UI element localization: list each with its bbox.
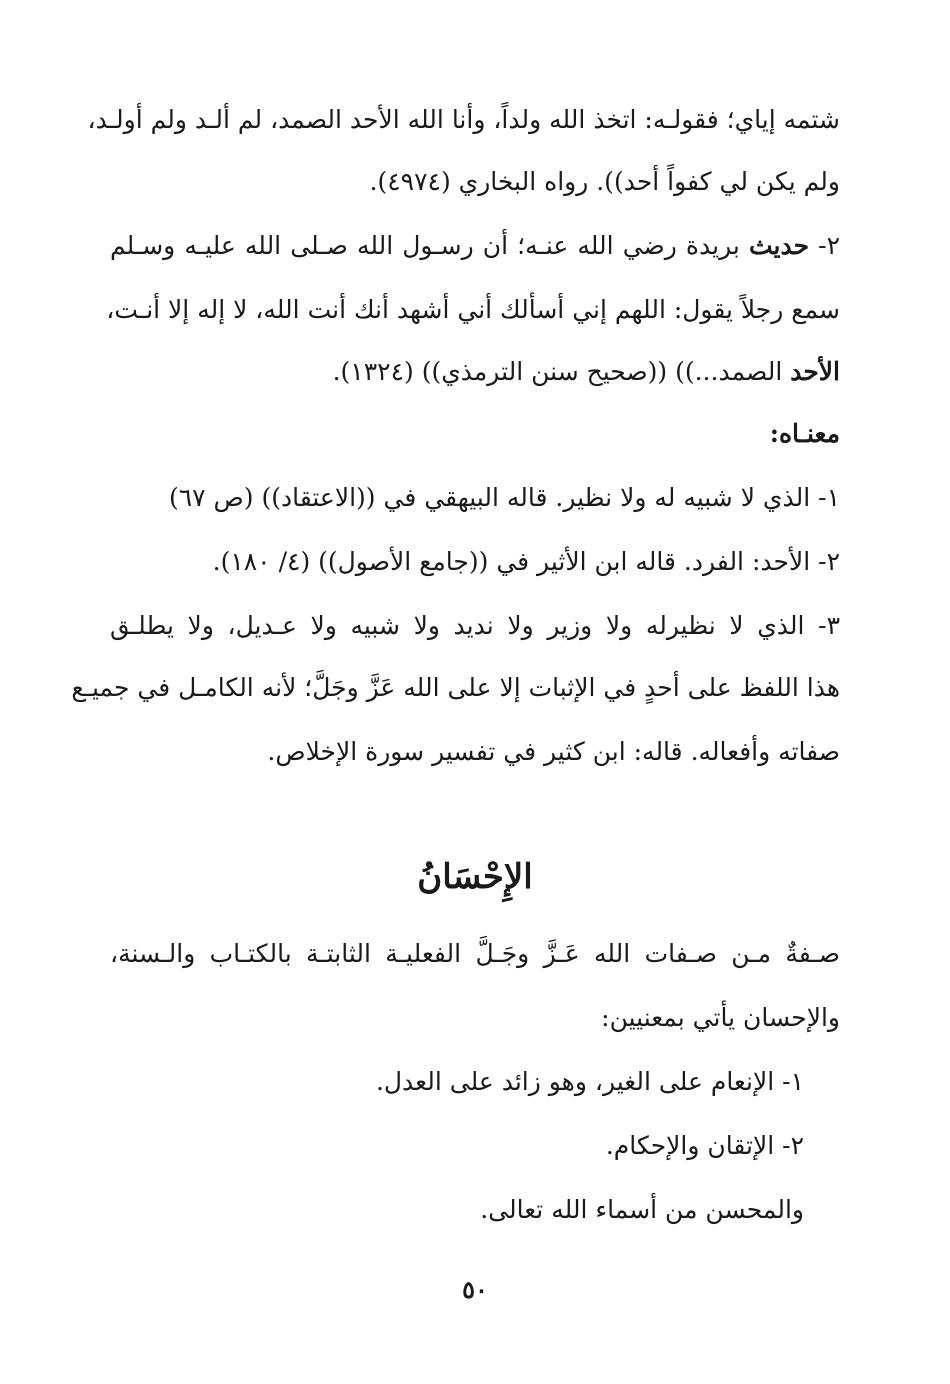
ihsan-definition: صـفةٌ مـن صـفات الله عَـزَّ وجَـلَّ الفعليـة الثابتـة بالكتـاب والـسنة، — [110, 939, 840, 968]
hadith-buraydah-line — [110, 226, 840, 266]
page-number: ٥٠ — [462, 1275, 488, 1304]
hadith-text: بريدة رضي الله عنـه؛ أن رسـول الله صـلى الله عليـه وسـلم — [110, 231, 749, 260]
item-number: ٢- — [809, 231, 840, 260]
text-line-4: سمع رجلاً يقول: اللهم إني أسألك أني أشهد أنك أنت الله، لا إله إلا أنـت، — [106, 295, 840, 324]
bold-term-hadith: حديث — [748, 231, 810, 260]
meaning-item-3-cont: هذا اللفظ على أحدٍ في الإثبات إلا على الله عَزَّ وجَلَّ؛ لأنه الكامـل في جميـع — [71, 673, 840, 702]
bold-term-ahad: الأحد — [790, 357, 840, 386]
meaning-item-1: ١- الذي لا شبيه له ولا نظير. قاله البيهقي في ((الاعتقاد)) (ص ٦٧) — [168, 483, 840, 512]
section-heading: الإِحْسَانُ — [417, 857, 533, 897]
meaning-label: معنـاه: — [769, 419, 840, 448]
ihsan-meaning-1: ١- الإنعام على الغير، وهو زائد على العدل. — [375, 1067, 804, 1096]
meaning-item-2: ٢- الأحد: الفرد. قاله ابن الأثير في ((جامع الأصول)) (٤/ ١٨٠). — [212, 547, 840, 576]
text-line-5 — [110, 352, 840, 392]
ihsan-name-note: والمحسن من أسماء الله تعالى. — [480, 1195, 804, 1224]
text-line-1: شتمه إياي؛ فقولـه: اتخذ الله ولداً، وأنا الله الأحد الصمد، لم ألـد ولم أولـد، — [87, 105, 840, 134]
meaning-item-3: ٣- الذي لا نظيرله ولا وزير ولا نديد ولا شبيه ولا عـديل، ولا يطلـق — [110, 611, 840, 640]
citation-text: الصمد...)) ((صحيح سنن الترمذي)) (١٣٢٤). — [332, 357, 791, 386]
text-line-2: ولم يكن لي كفواً أحد)). رواه البخاري (٤٩٧٤). — [369, 167, 840, 196]
meaning-item-3-end: صفاته وأفعاله. قاله: ابن كثير في تفسير سورة الإخلاص. — [267, 737, 840, 766]
ihsan-meanings-intro: والإحسان يأتي بمعنيين: — [601, 1003, 840, 1032]
ihsan-meaning-2: ٢- الإتقان والإحكام. — [605, 1131, 804, 1160]
